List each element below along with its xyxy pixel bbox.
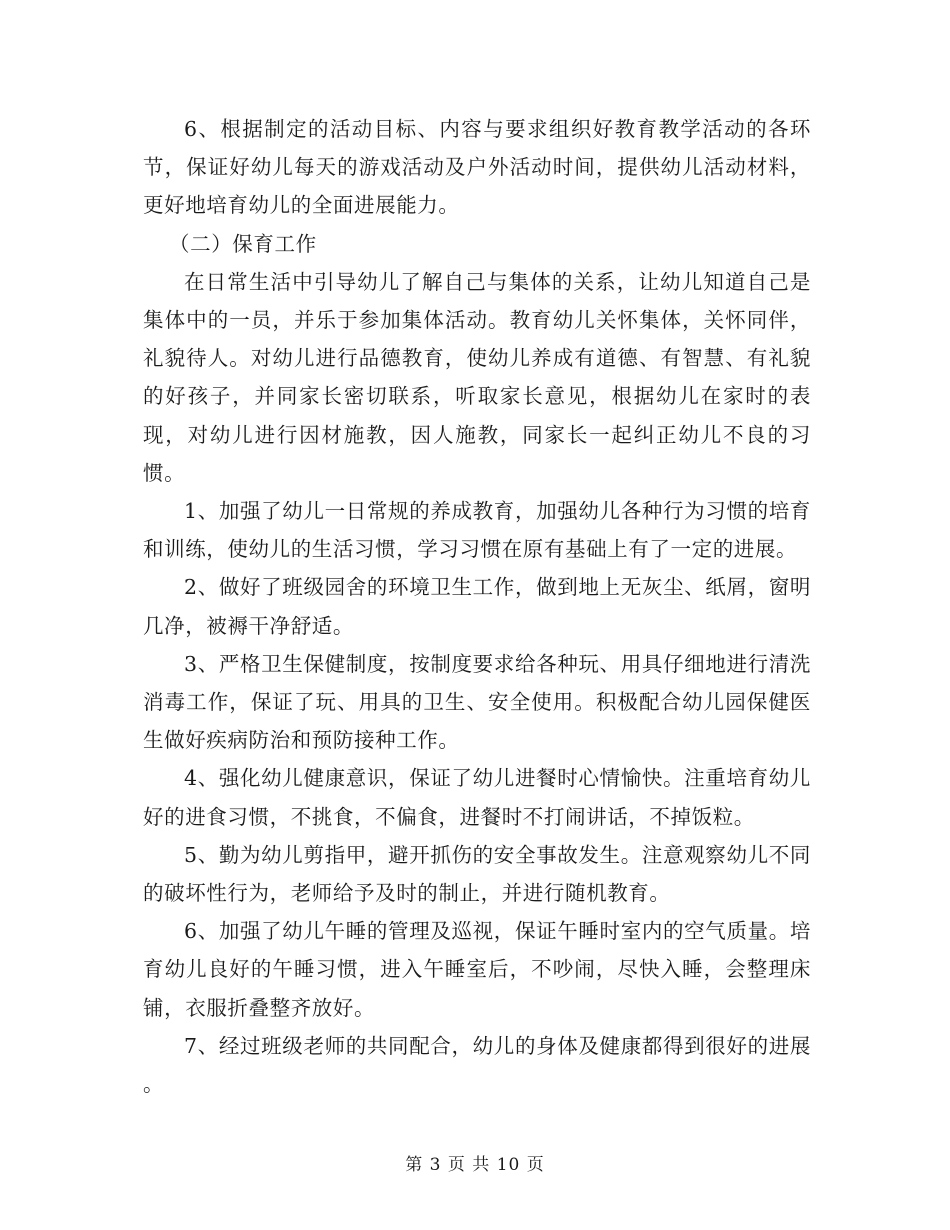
paragraph-care-4: 4、强化幼儿健康意识，保证了幼儿进餐时心情愉快。注重培育幼儿好的进食习惯，不挑食，不偏食，进餐时不打闹讲话，不掉饭粒。 [143, 766, 811, 829]
paragraph-care-7: 7、经过班级老师的共同配合，幼儿的身体及健康都得到很好的进展 。 [143, 1033, 811, 1097]
paragraph-care-5: 5、勤为幼儿剪指甲，避开抓伤的安全事故发生。注意观察幼儿不同的破坏性行为，老师给予及时的制止，并进行随机教育。 [143, 842, 811, 906]
paragraph-care-3: 3、严格卫生保健制度，按制度要求给各种玩、用具仔细地进行清洗消毒工作，保证了玩、用具的卫生、安全使用。积极配合幼儿园保健医生做好疾病防治和预防接种工作。 [143, 651, 811, 753]
paragraph-care-6: 6、加强了幼儿午睡的管理及巡视，保证午睡时室内的空气质量。培育幼儿良好的午睡习惯，进入午睡室后，不吵闹，尽快入睡，会整理床铺，衣服折叠整齐放好。 [143, 919, 811, 1020]
document-body [143, 110, 811, 1103]
paragraph-care-2: 2、做好了班级园舍的环境卫生工作，做到地上无灰尘、纸屑，窗明几净，被褥干净舒适。 [143, 575, 811, 638]
paragraph-activity-6: 6、根据制定的活动目标、内容与要求组织好教育教学活动的各环节，保证好幼儿每天的游戏活动及户外活动时间，提供幼儿活动材料，更好地培育幼儿的全面进展能力。 [143, 117, 811, 218]
page-number-footer: 第 3 页 共 10 页 [405, 1155, 545, 1175]
section-heading-care-work: （二）保育工作 [169, 231, 317, 256]
paragraph-care-intro: 在日常生活中引导幼儿了解自己与集体的关系，让幼儿知道自己是集体中的一员，并乐于参加集体活动。教育幼儿关怀集体，关怀同伴，礼貌待人。对幼儿进行品德教育，使幼儿养成有道德、有智慧、有礼貌的好孩子，并同家长密切联系，听取家长意见，根据幼儿在家时的表现，对幼儿进行因材施教，因人施教，同家长一起纠正幼儿不良的习惯。 [143, 269, 811, 485]
paragraph-care-1: 1、加强了幼儿一日常规的养成教育，加强幼儿各种行为习惯的培育和训练，使幼儿的生活习惯，学习习惯在原有基础上有了一定的进展。 [143, 499, 811, 562]
